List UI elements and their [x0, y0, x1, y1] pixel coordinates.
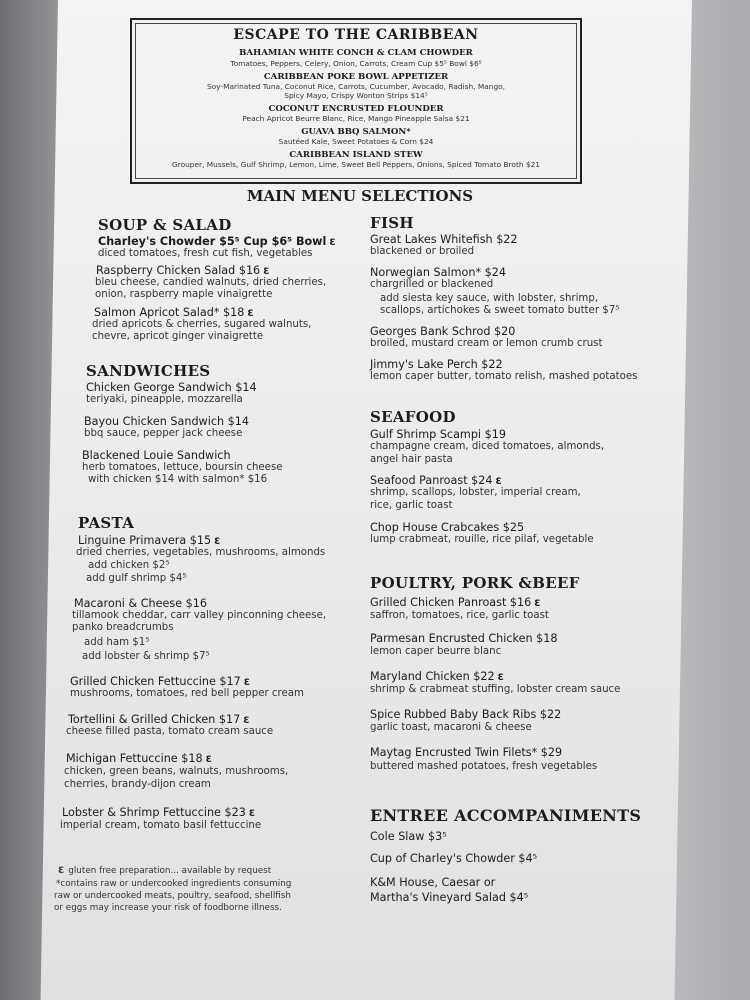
menu-item: Gulf Shrimp Scampi $19: [370, 428, 506, 441]
menu-item: Chop House Crabcakes $25: [370, 521, 525, 534]
special-name: GUAVA BBQ SALMON*: [301, 127, 411, 137]
item-addon: add lobster & shrimp $7⁵: [82, 651, 210, 662]
special-name: CARIBBEAN ISLAND STEW: [289, 150, 423, 160]
special-desc: Sautéed Kale, Sweet Potatoes & Corn $24: [278, 137, 434, 146]
special-desc: Tomatoes, Peppers, Celery, Onion, Carrots, Cream Cup $5⁵ Bowl $6⁵: [230, 59, 482, 68]
gluten-free-icon: Ɛ: [243, 716, 250, 726]
item-desc: broiled, mustard cream or lemon crumb crust: [370, 338, 603, 349]
item-desc: saffron, tomatoes, rice, garlic toast: [370, 610, 549, 621]
menu-item: Cup of Charley's Chowder $4⁵: [370, 852, 538, 865]
menu-item: Lobster & Shrimp Fettuccine $23 Ɛ: [62, 806, 256, 819]
item-desc: onion, raspberry maple vinaigrette: [95, 289, 273, 300]
item-addon: add gulf shrimp $4⁵: [86, 573, 187, 584]
item-desc: lemon caper butter, tomato relish, mashed potatoes: [370, 371, 638, 382]
menu-item: Cole Slaw $3⁵: [370, 830, 447, 843]
menu-item: Blackened Louie Sandwich: [82, 449, 231, 462]
menu-item: K&M House, Caesar or: [370, 876, 496, 889]
menu-item: Raspberry Chicken Salad $16 Ɛ: [96, 264, 270, 277]
section-fish: FISH: [370, 214, 414, 232]
item-desc: cheese filled pasta, tomato cream sauce: [66, 726, 274, 737]
menu-item: Macaroni & Cheese $16: [74, 597, 208, 610]
item-desc: shrimp & crabmeat stuffing, lobster cream sauce: [370, 684, 621, 695]
menu-item: Bayou Chicken Sandwich $14: [84, 415, 249, 428]
item-desc: chargrilled or blackened: [370, 279, 494, 290]
consumer-advisory: *contains raw or undercooked ingredients consuming: [56, 879, 292, 889]
gluten-free-icon: Ɛ: [248, 809, 256, 819]
menu-item: Martha's Vineyard Salad $4⁵: [370, 891, 529, 904]
special-desc: Peach Apricot Beurre Blanc, Rice, Mango Pineapple Salsa $21: [242, 114, 470, 123]
item-desc: tillamook cheddar, carr valley pinconning cheese,: [72, 610, 327, 621]
gluten-free-icon: Ɛ: [534, 599, 541, 609]
menu-item: Tortellini & Grilled Chicken $17 Ɛ: [68, 713, 250, 726]
gluten-free-icon: Ɛ: [214, 537, 221, 547]
item-desc: teriyaki, pineapple, mozzarella: [86, 394, 243, 405]
menu-item: Seafood Panroast $24 Ɛ: [370, 474, 502, 487]
item-desc: angel hair pasta: [370, 454, 453, 465]
item-desc: panko breadcrumbs: [72, 622, 174, 633]
special-desc: Spicy Mayo, Crispy Wonton Strips $14⁵: [284, 91, 428, 100]
menu-item: Spice Rubbed Baby Back Ribs $22: [370, 708, 562, 721]
gluten-free-icon: Ɛ: [329, 238, 336, 248]
section-pasta: PASTA: [78, 514, 135, 532]
item-desc: bleu cheese, candied walnuts, dried cherries,: [95, 277, 327, 288]
consumer-advisory: raw or undercooked meats, poultry, seafood, shellfish: [54, 891, 291, 901]
caribbean-title: ESCAPE TO THE CARIBBEAN: [233, 27, 479, 43]
section-poultry-pork-beef: POULTRY, PORK &BEEF: [370, 574, 580, 592]
gluten-free-icon: Ɛ: [263, 267, 270, 277]
gluten-free-icon: Ɛ: [58, 866, 65, 876]
section-sandwiches: SANDWICHES: [86, 362, 211, 380]
item-desc: dried cherries, vegetables, mushrooms, almonds: [76, 547, 326, 558]
special-name: COCONUT ENCRUSTED FLOUNDER: [268, 104, 444, 114]
item-desc: chevre, apricot ginger vinaigrette: [92, 331, 264, 342]
item-desc: cherries, brandy-dijon cream: [64, 779, 211, 790]
menu-item: Georges Bank Schrod $20: [370, 325, 516, 338]
menu-item: Norwegian Salmon* $24: [370, 266, 506, 279]
gluten-free-icon: Ɛ: [243, 678, 251, 688]
menu-item: Great Lakes Whitefish $22: [370, 233, 518, 246]
item-addon: add chicken $2⁵: [88, 560, 170, 571]
item-desc: shrimp, scallops, lobster, imperial cream,: [370, 487, 581, 498]
item-desc: chicken, green beans, walnuts, mushrooms,: [64, 766, 289, 777]
item-desc: with chicken $14 with salmon* $16: [88, 474, 268, 485]
menu-item: Grilled Chicken Fettuccine $17 Ɛ: [70, 675, 251, 688]
menu-item: Linguine Primavera $15 Ɛ: [78, 534, 221, 547]
item-desc: mushrooms, tomatoes, red bell pepper cream: [70, 688, 304, 699]
special-name: BAHAMIAN WHITE CONCH & CLAM CHOWDER: [239, 48, 473, 58]
gluten-free-icon: Ɛ: [495, 477, 502, 487]
special-name: CARIBBEAN POKE BOWL APPETIZER: [263, 72, 449, 82]
section-seafood: SEAFOOD: [370, 408, 456, 426]
special-desc: Soy-Marinated Tuna, Coconut Rice, Carrots, Cucumber, Avocado, Radish, Mango,: [206, 82, 506, 91]
menu-item: Maytag Encrusted Twin Filets* $29: [370, 746, 563, 759]
main-menu-title: MAIN MENU SELECTIONS: [246, 187, 474, 205]
item-addon: add ham $1⁵: [84, 637, 150, 648]
item-desc: lump crabmeat, rouille, rice pilaf, vegetable: [370, 534, 594, 545]
item-desc: lemon caper beurre blanc: [370, 646, 502, 657]
section-soup-salad: SOUP & SALAD: [98, 216, 232, 234]
menu-item: Parmesan Encrusted Chicken $18: [370, 632, 558, 645]
item-desc: buttered mashed potatoes, fresh vegetables: [370, 761, 598, 772]
menu-item: Jimmy's Lake Perch $22: [370, 358, 503, 371]
special-desc: Grouper, Mussels, Gulf Shrimp, Lemon, Lime, Sweet Bell Peppers, Onions, Spiced Tomato Broth $21: [171, 160, 540, 169]
gluten-free-note: Ɛ gluten free preparation... available by request: [58, 866, 272, 876]
section-entree-accompaniments: ENTREE ACCOMPANIMENTS: [370, 806, 642, 825]
gluten-free-icon: Ɛ: [497, 673, 504, 683]
consumer-advisory: or eggs may increase your risk of foodborne illness.: [54, 903, 282, 913]
item-desc: rice, garlic toast: [370, 500, 453, 511]
item-desc: blackened or broiled: [370, 246, 475, 257]
item-desc: herb tomatoes, lettuce, boursin cheese: [82, 462, 283, 473]
item-addon: add siesta key sauce, with lobster, shrimp,: [380, 293, 599, 304]
menu-item: Maryland Chicken $22 Ɛ: [370, 670, 504, 683]
menu-item: Chicken George Sandwich $14: [86, 381, 257, 394]
gluten-free-icon: Ɛ: [247, 309, 254, 319]
menu-item: Grilled Chicken Panroast $16 Ɛ: [370, 596, 541, 609]
item-desc: champagne cream, diced tomatoes, almonds,: [370, 441, 605, 452]
menu-item: Michigan Fettuccine $18 Ɛ: [66, 752, 212, 765]
item-desc: imperial cream, tomato basil fettuccine: [60, 820, 262, 831]
item-desc: garlic toast, macaroni & cheese: [370, 722, 532, 733]
item-desc: bbq sauce, pepper jack cheese: [84, 428, 243, 439]
gluten-free-icon: Ɛ: [205, 755, 212, 765]
item-desc: dried apricots & cherries, sugared walnuts,: [92, 319, 312, 330]
menu-item: Salmon Apricot Salad* $18 Ɛ: [94, 306, 254, 319]
menu-item: Charley's Chowder $5⁵ Cup $6⁵ Bowl Ɛ: [98, 235, 336, 248]
item-addon: scallops, artichokes & sweet tomato butter $7⁵: [380, 305, 620, 316]
item-desc: diced tomatoes, fresh cut fish, vegetables: [98, 248, 313, 259]
